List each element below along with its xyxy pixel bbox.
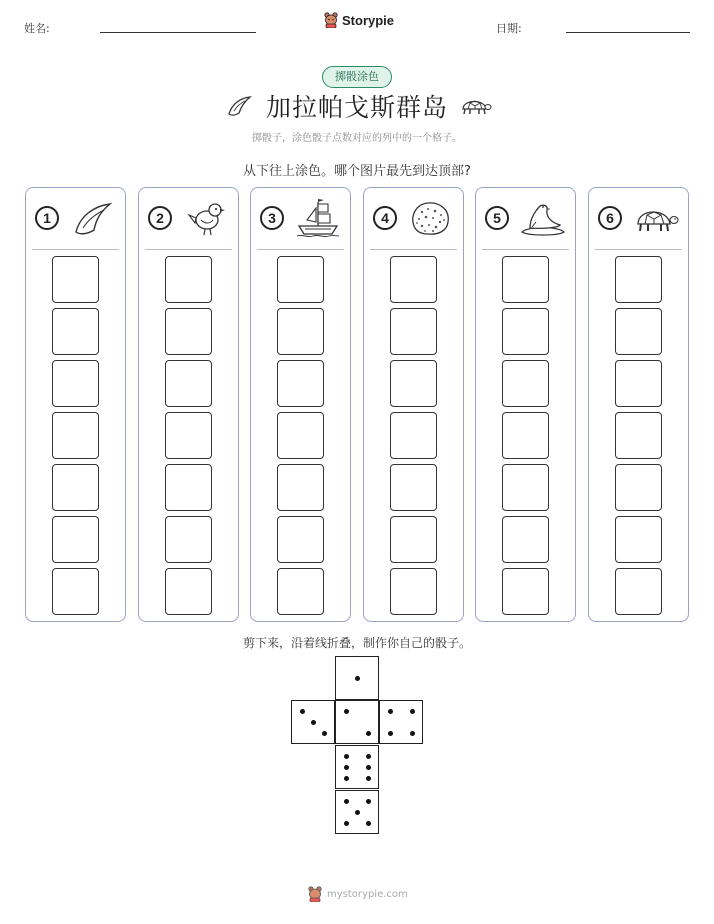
die-pip — [366, 731, 371, 736]
subtitle: 掷骰子，涂色骰子点数对应的列中的一个格子。 — [252, 133, 462, 144]
grid-cell[interactable] — [277, 464, 324, 511]
die-face — [291, 700, 335, 744]
die-pip — [344, 776, 349, 781]
column-2 — [138, 187, 239, 622]
grid-cell[interactable] — [277, 568, 324, 615]
die-pip — [366, 754, 371, 759]
grid-cell[interactable] — [615, 360, 662, 407]
die-pip — [322, 731, 327, 736]
die-pip — [300, 709, 305, 714]
grid-cell[interactable] — [52, 360, 99, 407]
column-divider — [370, 249, 457, 250]
grid-cell[interactable] — [52, 412, 99, 459]
column-number: 2 — [148, 206, 172, 230]
grid-cell[interactable] — [277, 256, 324, 303]
die-pip — [366, 821, 371, 826]
grid-cell[interactable] — [390, 412, 437, 459]
cut-instruction: 剪下来，沿着线折叠，制作你自己的骰子。 — [242, 636, 471, 650]
die-pip — [344, 709, 349, 714]
column-1 — [25, 187, 126, 622]
grid-cell[interactable] — [615, 568, 662, 615]
grid-cell[interactable] — [277, 412, 324, 459]
grid-cell[interactable] — [390, 568, 437, 615]
column-number: 3 — [260, 206, 284, 230]
die-face — [379, 700, 423, 744]
column-number: 5 — [485, 206, 509, 230]
ship-icon — [295, 198, 341, 238]
column-divider — [257, 249, 344, 250]
column-5 — [475, 187, 576, 622]
column-number: 1 — [35, 206, 59, 230]
die-pip — [388, 731, 393, 736]
grid-cell[interactable] — [390, 256, 437, 303]
grid-cell[interactable] — [502, 568, 549, 615]
die-pip — [410, 709, 415, 714]
die-pip — [344, 799, 349, 804]
grid-cell[interactable] — [277, 360, 324, 407]
grid-cell[interactable] — [277, 516, 324, 563]
grid-cell[interactable] — [165, 256, 212, 303]
grid-cell[interactable] — [502, 464, 549, 511]
instruction: 从下往上涂色。哪个图片最先到达顶部? — [243, 164, 471, 179]
grid-cell[interactable] — [52, 568, 99, 615]
grid-cell[interactable] — [390, 360, 437, 407]
grid-cell[interactable] — [390, 308, 437, 355]
grid-cell[interactable] — [615, 412, 662, 459]
die-face — [335, 700, 379, 744]
die-pip — [366, 765, 371, 770]
grid-cell[interactable] — [165, 516, 212, 563]
grid-cell[interactable] — [52, 516, 99, 563]
footer-url[interactable]: mystorypie.com — [327, 888, 408, 900]
die-face — [335, 745, 379, 789]
bear-mascot-icon — [308, 886, 322, 902]
name-label: 姓名: — [24, 22, 50, 35]
claw-icon — [70, 198, 116, 238]
column-number: 6 — [598, 206, 622, 230]
grid-cell[interactable] — [165, 308, 212, 355]
name-field[interactable] — [100, 32, 256, 33]
column-divider — [32, 249, 119, 250]
grid-cell[interactable] — [502, 516, 549, 563]
die-pip — [355, 810, 360, 815]
column-divider — [595, 249, 682, 250]
activity-badge: 掷骰涂色 — [322, 66, 392, 88]
grid-cell[interactable] — [390, 464, 437, 511]
tortoise-icon — [458, 92, 492, 118]
grid-cell[interactable] — [277, 308, 324, 355]
grid-cell[interactable] — [502, 308, 549, 355]
die-pip — [344, 765, 349, 770]
die-pip — [388, 709, 393, 714]
die-pip — [344, 821, 349, 826]
grid-cell[interactable] — [615, 256, 662, 303]
grid-cell[interactable] — [615, 516, 662, 563]
column-divider — [482, 249, 569, 250]
grid-cell[interactable] — [52, 308, 99, 355]
grid-cell[interactable] — [165, 360, 212, 407]
die-face — [335, 790, 379, 834]
die-pip — [344, 754, 349, 759]
die-pip — [366, 799, 371, 804]
grid-cell[interactable] — [52, 464, 99, 511]
brand-name: Storypie — [342, 12, 395, 28]
die-pip — [355, 676, 360, 681]
bear-mascot-icon — [324, 12, 338, 28]
footer — [308, 886, 408, 902]
grid-cell[interactable] — [502, 256, 549, 303]
grid-cell[interactable] — [165, 568, 212, 615]
bird-icon — [183, 198, 229, 238]
grid-cell[interactable] — [390, 516, 437, 563]
grid-cell[interactable] — [502, 412, 549, 459]
grid-cell[interactable] — [615, 308, 662, 355]
column-3 — [250, 187, 351, 622]
sea-lion-icon — [520, 198, 566, 238]
grid-cell[interactable] — [165, 464, 212, 511]
column-number: 4 — [373, 206, 397, 230]
die-face — [335, 656, 379, 700]
brand-logo — [324, 12, 394, 28]
column-divider — [145, 249, 232, 250]
rock-icon — [408, 198, 454, 238]
page-title: 加拉帕戈斯群岛 — [265, 93, 448, 122]
grid-cell[interactable] — [615, 464, 662, 511]
die-pip — [410, 731, 415, 736]
date-field[interactable] — [566, 32, 690, 33]
die-pip — [366, 776, 371, 781]
column-4 — [363, 187, 464, 622]
die-net — [290, 656, 426, 836]
date-label: 日期: — [496, 22, 522, 35]
grid-cell[interactable] — [165, 412, 212, 459]
column-6 — [588, 187, 689, 622]
grid-cell[interactable] — [502, 360, 549, 407]
grid-cell[interactable] — [52, 256, 99, 303]
tortoise-icon — [633, 198, 679, 238]
die-pip — [311, 720, 316, 725]
